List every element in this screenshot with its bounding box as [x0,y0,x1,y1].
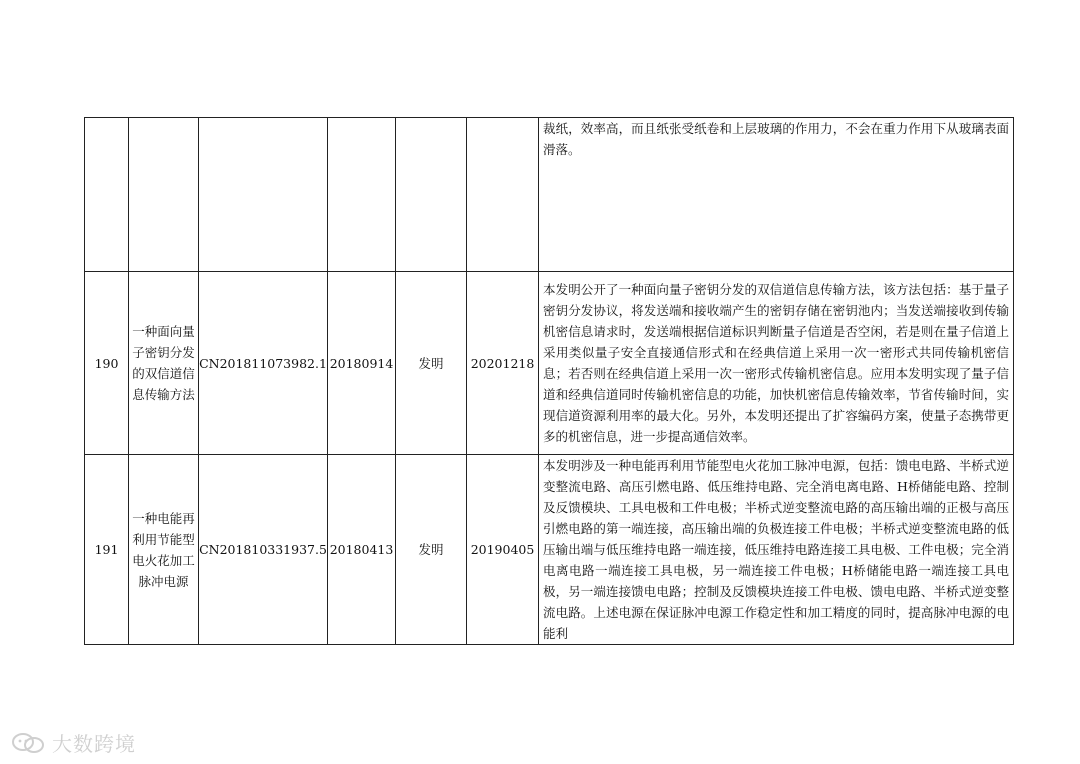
patent-type-cell: 发明 [396,455,467,645]
table-row [85,455,1014,645]
patent-type-cell [396,118,467,272]
table-row [85,118,1014,272]
publication-date-cell: 20201218 [467,272,539,455]
application-number-cell: CN201810331937.5 [199,455,328,645]
abstract-cell: 裁纸，效率高，而且纸张受纸卷和上层玻璃的作用力，不会在重力作用下从玻璃表面滑落。 [539,118,1014,272]
application-date-cell [328,118,396,272]
application-date-cell: 20180413 [328,455,396,645]
publication-date-cell: 20190405 [467,455,539,645]
watermark [10,728,136,757]
serial-number-cell: 190 [85,272,129,455]
patent-name-cell: 一种面向量子密钥分发的双信道信息传输方法 [129,272,199,455]
patent-type-cell: 发明 [396,272,467,455]
table-row [85,272,1014,455]
patent-name-cell: 一种电能再利用节能型电火花加工脉冲电源 [129,455,199,645]
wechat-logo-icon [10,732,46,754]
patent-name-cell [129,118,199,272]
application-number-cell [199,118,328,272]
serial-number-cell: 191 [85,455,129,645]
application-date-cell: 20180914 [328,272,396,455]
patent-table [84,117,1014,645]
serial-number-cell [85,118,129,272]
publication-date-cell [467,118,539,272]
watermark-text: 大数跨境 [52,732,136,756]
abstract-cell: 本发明公开了一种面向量子密钥分发的双信道信息传输方法，该方法包括：基于量子密钥分发协议，将发送端和接收端产生的密钥存储在密钥池内；当发送端接收到传输机密信息请求时，发送端根据信道标识判断量子信道是否空闲，若是则在量子信道上采用类似量子安全直接通信形式和在经典信道上采用一次一密形式共同传输机密信息；若否则在经典信道上采用一次一密形式传输机密信息。应用本发明实现了量子信道和经典信道同时传输机密信息的功能，加快机密信息传输效率，节省传输时间，实现信道资源利用率的最大化。另外，本发明还提出了扩容编码方案，使量子态携带更多的机密信息，进一步提高通信效率。 [539,272,1014,455]
application-number-cell: CN201811073982.1 [199,272,328,455]
abstract-cell: 本发明涉及一种电能再利用节能型电火花加工脉冲电源，包括：馈电电路、半桥式逆变整流电路、高压引燃电路、低压维持电路、完全消电离电路、H桥储能电路、控制及反馈模块、工具电极和工件电极；半桥式逆变整流电路的高压输出端的正极与高压引燃电路的第一端连接，高压输出端的负极连接工件电极；半桥式逆变整流电路的低压输出端与低压维持电路一端连接，低压维持电路连接工具电极、工件电极；完全消电离电路一端连接工具电极，另一端连接工件电极；H桥储能电路一端连接工具电极，另一端连接馈电电路；控制及反馈模块连接工件电极、馈电电路、半桥式逆变整流电路。上述电源在保证脉冲电源工作稳定性和加工精度的同时，提高脉冲电源的电能利 [539,455,1014,645]
